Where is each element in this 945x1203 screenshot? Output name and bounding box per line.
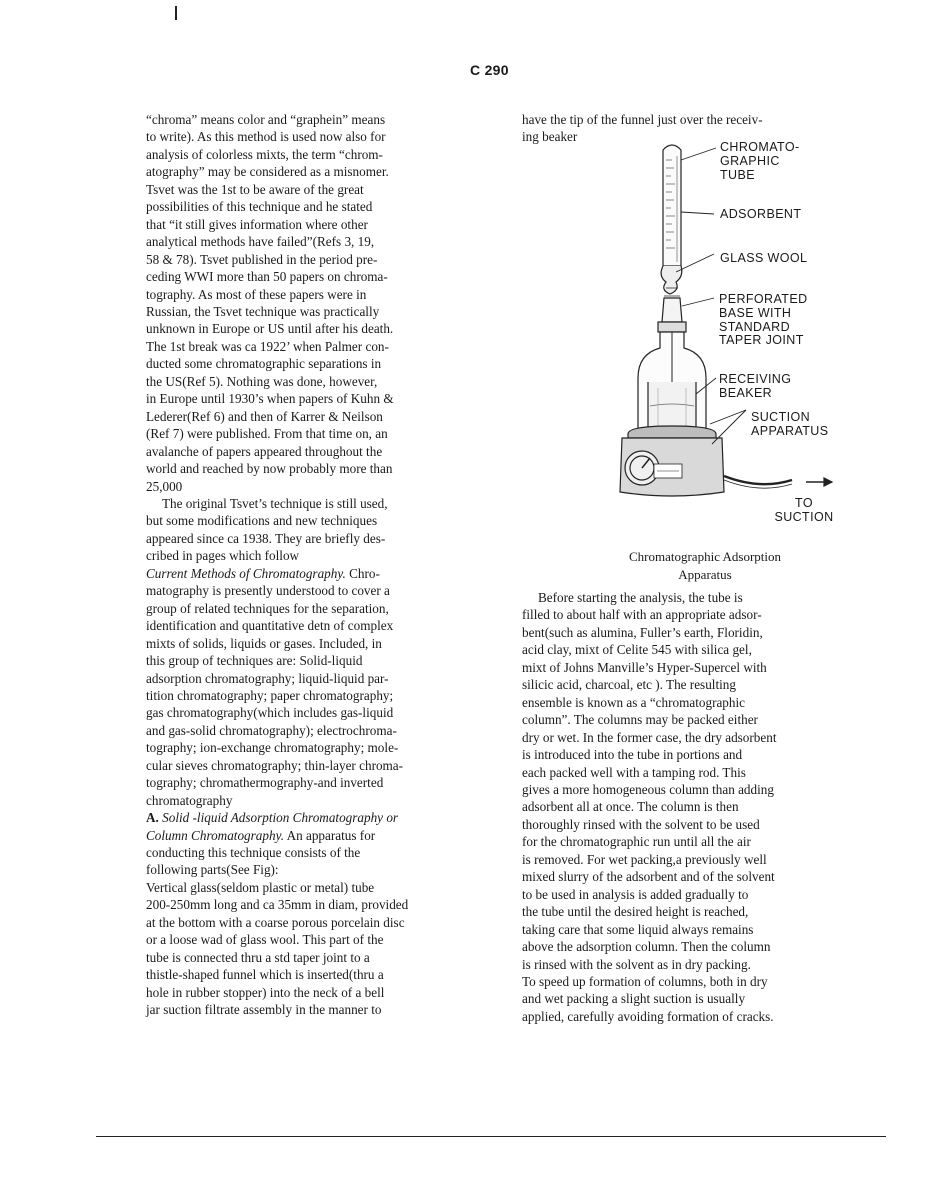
text-fragment: An apparatus for [284,827,376,843]
text-line: ensemble is known as a “chromatographic [522,694,746,710]
text-line: The original Tsvet’s technique is still used, [162,495,388,511]
text-line: for the chromatographic run until all the air [522,834,751,850]
text-line: thistle-shaped funnel which is inserted(thru a [146,967,384,983]
text-line: gas chromatography(which includes gas-liquid [146,705,394,721]
section-a-title: Column Chromatography. [146,827,284,843]
text-line: and gas-solid chromatography); electrochroma- [146,722,397,738]
text-line: chromatography [146,792,233,808]
text-line: group of related techniques for the separation, [146,600,389,616]
text-line: to write). As this method is used now also for [146,129,386,145]
label-chromatographic-tube: CHROMATO- GRAPHIC TUBE [720,140,800,182]
margin-tick-mark [175,6,177,20]
label-adsorbent: ADSORBENT [720,207,802,221]
to-suction-arrow [806,478,832,486]
text-line: following parts(See Fig): [146,862,279,878]
text-line: hole in rubber stopper) into the neck of a bell [146,984,385,1000]
label-to-suction: TO SUCTION [774,496,834,524]
text-line: to be used in analysis is added gradually to [522,886,749,902]
text-line: applied, carefully avoiding formation of cracks. [522,1008,774,1024]
text-line: tition chromatography; paper chromatography; [146,687,394,703]
text-line: tography; ion-exchange chromatography; mole- [146,740,399,756]
text-line: mixed slurry of the adsorbent and of the solvent [522,869,775,885]
text-line: unknown in Europe or US until after his death. [146,321,394,337]
text-line: at the bottom with a coarse porous porcelain disc [146,914,405,930]
section-a-heading-line [146,827,481,844]
apparatus-figure [580,138,880,538]
text-line: cular sieves chromatography; thin-layer chroma- [146,757,404,773]
footer-rule-left [96,1136,164,1137]
text-line: filled to about half with an appropriate adsor- [522,607,762,623]
text-line: appeared since ca 1938. They are briefly des- [146,530,386,546]
label-glass-wool: GLASS WOOL [720,251,808,265]
footer-rule [160,1136,886,1137]
text-line: acid clay, mixt of Celite 545 with silica gel, [522,642,752,658]
text-line: matography is presently understood to cover a [146,583,390,599]
text-line: silicic acid, charcoal, etc ). The resulting [522,677,736,693]
text-line: this group of techniques are: Solid-liquid [146,653,363,669]
left-column [146,111,481,1019]
figure-caption: Chromatographic Adsorption Apparatus [628,549,781,582]
text-line: gives a more homogeneous column than adding [522,781,774,797]
text-line: The 1st break was ca 1922’ when Palmer con- [146,338,389,354]
text-line: avalanche of papers appeared throughout the [146,443,383,459]
section-heading-line [146,565,481,582]
page-number: C 290 [470,62,509,78]
text-line: ceding WWI more than 50 papers on chroma- [146,269,388,285]
text-line: possibilities of this technique and he stated [146,199,373,215]
text-line: above the adsorption column. Then the column [522,939,771,955]
text-line: but some modifications and new techniques [146,513,378,529]
text-line: bent(such as alumina, Fuller’s earth, Floridin, [522,624,763,640]
chromatographic-tube [663,145,681,266]
text-line: that “it still gives information where other [146,216,368,232]
text-line: Before starting the analysis, the tube is [538,590,743,605]
text-line: taking care that some liquid always remains [522,921,754,937]
label-suction-apparatus: SUCTION APPARATUS [751,410,829,438]
text-line: cribed in pages which follow [146,548,300,564]
text-line: column”. The columns may be packed either [522,712,758,728]
text-line: each packed well with a tamping rod. This [522,764,746,780]
text-line: is rinsed with the solvent as in dry packing. [522,956,751,972]
text-line: 58 & 78). Tsvet published in the period pre- [146,251,378,267]
text-line: identification and quantitative detn of complex [146,618,394,634]
text-line: adsorption chromatography; liquid-liquid par- [146,670,389,686]
text-line: tography; chromathermography-and inverted [146,775,384,791]
text-line: ing beaker [522,129,578,145]
text-line: “chroma” means color and “graphein” means [146,112,386,127]
text-line: 25,000 [146,478,183,494]
taper-joint [658,298,686,332]
text-line: and wet packing a slight suction is usually [522,991,746,1007]
text-line: atography” may be considered as a misnomer. [146,164,389,180]
text-line: Lederer(Ref 6) and then of Karrer & Neilson [146,408,383,424]
text-line: dry or wet. In the former case, the dry adsorbent [522,729,777,745]
text-line: analytical methods have failed”(Refs 3, 19, [146,234,375,250]
text-line: thoroughly rinsed with the solvent to be used [522,816,760,832]
text-line: in Europe until 1930’s when papers of Kuhn & [146,391,394,407]
text-line: the tube until the desired height is reached, [522,904,749,920]
text-line: 200-250mm long and ca 35mm in diam, provided [146,897,409,913]
section-heading: Current Methods of Chromatography. [146,565,346,581]
text-line: the US(Ref 5). Nothing was done, however, [146,373,378,389]
text-line: mixt of Johns Manville’s Hyper-Supercel with [522,659,767,675]
text-line: To speed up formation of columns, both in dry [522,973,768,989]
label-perforated-base: PERFORATED BASE WITH STANDARD TAPER JOINT [719,292,808,348]
text-line: or a loose wad of glass wool. This part of the [146,932,384,948]
text-line: conducting this technique consists of the [146,845,361,861]
section-a-heading-line [146,809,481,826]
text-line: tube is connected thru a std taper joint to a [146,949,370,965]
section-a-label: A. [146,810,159,826]
text-line: have the tip of the funnel just over the receiv- [522,112,763,127]
text-line: Tsvet was the 1st to be aware of the great [146,181,364,197]
text-line: jar suction filtrate assembly in the manner to [146,1002,382,1018]
text-line: Russian, the Tsvet technique was practically [146,303,380,319]
text-line: is introduced into the tube in portions and [522,747,743,763]
section-a-title: Solid -liquid Adsorption Chromatography or [158,810,399,826]
text-line: mixts of solids, liquids or gases. Included, in [146,635,382,651]
text-line: (Ref 7) were published. From that time on, an [146,426,388,442]
text-line: adsorbent all at once. The column is then [522,799,739,815]
text-line: world and reached by now probably more than [146,461,393,477]
text-line: is removed. For wet packing,a previously well [522,851,767,867]
right-column [522,589,852,1025]
text-line: Vertical glass(seldom plastic or metal) tube [146,879,375,895]
text-line: ducted some chromatographic separations in [146,356,382,372]
text-line: tography. As most of these papers were in [146,286,367,302]
text-line: analysis of colorless mixts, the term “chrom- [146,146,383,162]
label-receiving-beaker: RECEIVING BEAKER [719,372,792,400]
text-fragment: Chro- [345,565,380,581]
